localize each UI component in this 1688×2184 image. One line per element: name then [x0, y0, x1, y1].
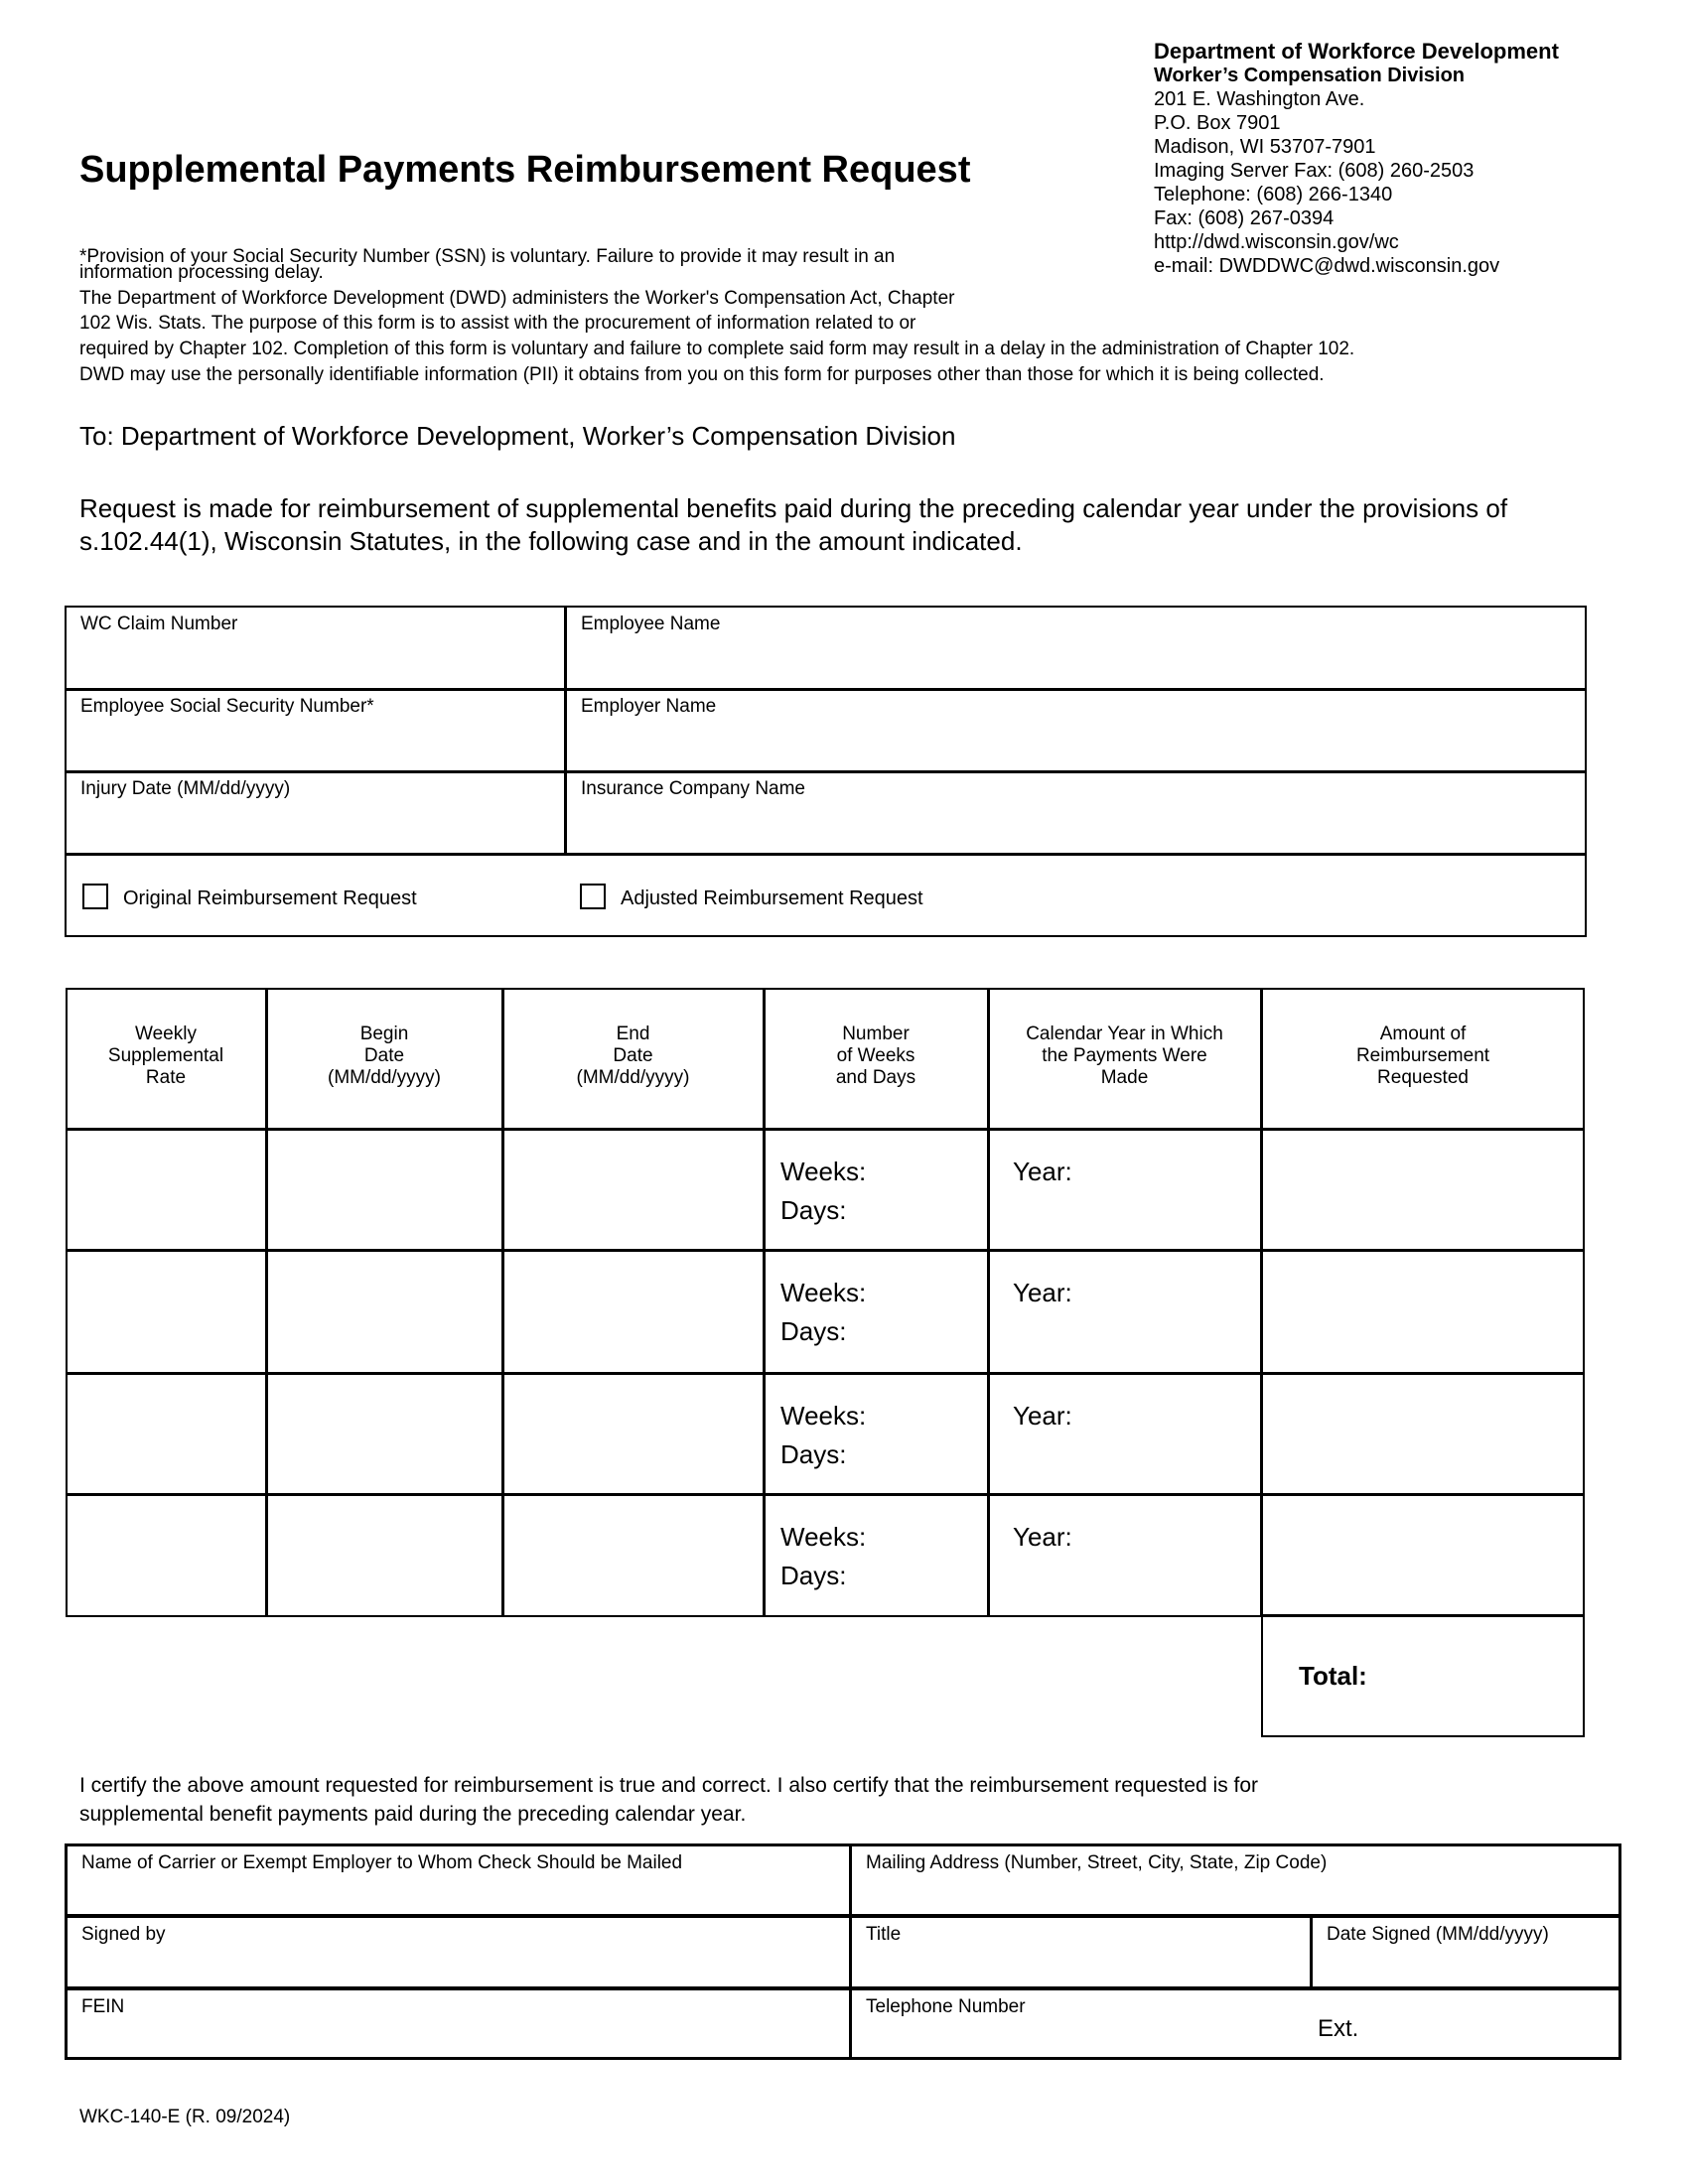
agency-line: 201 E. Washington Ave. — [1154, 88, 1365, 110]
original-request-label: Original Reimbursement Request — [123, 887, 417, 909]
end-date-cell[interactable] — [504, 1375, 762, 1492]
header-line: Reimbursement — [1355, 1045, 1490, 1066]
notice-line: *Provision of your Social Security Number (SSN) is voluntary. Failure to provide it may result in an — [79, 246, 896, 267]
agency-address-block — [1154, 40, 1559, 278]
weeks-label: Weeks: — [780, 1401, 867, 1431]
header-line: End — [616, 1024, 650, 1044]
form-title: Supplemental Payments Reimbursement Request — [79, 149, 971, 191]
days-label: Days: — [780, 1316, 847, 1346]
request-statement — [79, 492, 1507, 558]
end-date-cell[interactable] — [504, 1131, 762, 1248]
agency-division: Worker’s Compensation Division — [1154, 65, 1466, 86]
amount-requested-cell[interactable] — [1263, 1252, 1583, 1371]
header-line: the Payments Were — [1042, 1045, 1207, 1066]
field-label: Telephone Number — [866, 1996, 1026, 2017]
agency-website-link[interactable]: http://dwd.wisconsin.gov/wc — [1154, 231, 1399, 253]
request-line: Request is made for reimbursement of supplemental benefits paid during the preceding calendar year under the provisions of — [79, 493, 1508, 523]
certify-line: supplemental benefit payments paid during the preceding calendar year. — [79, 1803, 747, 1826]
fein-field[interactable] — [68, 1990, 848, 2058]
header-line: Number — [842, 1024, 910, 1044]
header-line: Requested — [1377, 1067, 1469, 1088]
insurance-company-field[interactable] — [567, 772, 1585, 853]
column-header-weeks-days — [764, 1024, 988, 1089]
column-header-end-date — [502, 1024, 764, 1089]
begin-date-cell[interactable] — [268, 1252, 500, 1371]
total-label: Total: — [1299, 1661, 1367, 1691]
field-label: Mailing Address (Number, Street, City, State, Zip Code) — [866, 1852, 1328, 1873]
divider — [65, 1914, 1621, 1918]
telephone-field[interactable] — [852, 1990, 1309, 2058]
agency-line: Imaging Server Fax: (608) 260-2503 — [1154, 160, 1475, 182]
field-label: Date Signed (MM/dd/yyyy) — [1327, 1924, 1549, 1945]
amount-requested-cell[interactable] — [1263, 1496, 1583, 1613]
header-line: Made — [1100, 1067, 1149, 1088]
divider — [65, 853, 1587, 856]
employee-name-field[interactable] — [567, 608, 1585, 688]
header-line: Weekly — [135, 1024, 197, 1044]
divider — [65, 1986, 1621, 1990]
field-label: Employer Name — [581, 696, 717, 717]
signer-title-field[interactable] — [852, 1918, 1309, 1986]
extension-field[interactable] — [1318, 2015, 1616, 2055]
carrier-name-field[interactable] — [68, 1846, 848, 1914]
notice-line: required by Chapter 102. Completion of this form is voluntary and failure to complete said form may result in a delay in the administration of Chapter 102. — [79, 339, 1355, 359]
end-date-cell[interactable] — [504, 1252, 762, 1371]
header-line: (MM/dd/yyyy) — [576, 1067, 690, 1088]
weekly-rate-cell[interactable] — [68, 1131, 264, 1248]
begin-date-cell[interactable] — [268, 1375, 500, 1492]
field-label: Injury Date (MM/dd/yyyy) — [80, 778, 291, 799]
weeks-days-labels — [780, 1397, 866, 1474]
field-label: FEIN — [81, 1996, 125, 2017]
field-label: Signed by — [81, 1924, 166, 1945]
weekly-rate-cell[interactable] — [68, 1496, 264, 1613]
year-label: Year: — [1013, 1522, 1072, 1552]
header-line: Calendar Year in Which — [1026, 1024, 1223, 1044]
begin-date-cell[interactable] — [268, 1496, 500, 1613]
weeks-label: Weeks: — [780, 1278, 867, 1307]
year-label: Year: — [1013, 1157, 1072, 1186]
days-label: Days: — [780, 1195, 847, 1225]
original-request-checkbox[interactable] — [82, 884, 108, 909]
adjusted-request-checkbox[interactable] — [580, 884, 606, 909]
field-label: Employee Name — [581, 614, 721, 634]
year-label: Year: — [1013, 1401, 1072, 1431]
notice-line: information processing delay. — [79, 262, 324, 283]
days-label: Days: — [780, 1439, 847, 1469]
agency-line: Fax: (608) 267-0394 — [1154, 207, 1335, 229]
notice-line: The Department of Workforce Development (DWD) administers the Worker's Compensation Act, Chapter — [79, 288, 955, 309]
year-label: Year: — [1013, 1278, 1072, 1307]
end-date-cell[interactable] — [504, 1496, 762, 1613]
field-label: Name of Carrier or Exempt Employer to Whom Check Should be Mailed — [81, 1852, 683, 1873]
notice-line: DWD may use the personally identifiable information (PII) it obtains from you on this form for purposes other than those for which it is being collected. — [79, 364, 1325, 385]
signed-by-field[interactable] — [68, 1918, 848, 1986]
certify-line: I certify the above amount requested for reimbursement is true and correct. I also certify that the reimbursement requested is for — [79, 1774, 1259, 1797]
weekly-rate-cell[interactable] — [68, 1375, 264, 1492]
mailing-address-field[interactable] — [852, 1846, 1618, 1914]
field-label: WC Claim Number — [80, 614, 238, 634]
notice-line: 102 Wis. Stats. The purpose of this form is to assist with the procurement of information related to or — [79, 313, 916, 334]
agency-email-link[interactable]: e-mail: DWDDWC@dwd.wisconsin.gov — [1154, 255, 1500, 277]
wc-claim-number-field[interactable] — [67, 608, 563, 688]
column-header-weekly-rate — [66, 1024, 266, 1089]
request-line: s.102.44(1), Wisconsin Statutes, in the following case and in the amount indicated. — [79, 526, 1023, 556]
injury-date-field[interactable] — [67, 772, 563, 853]
column-header-amount-requested — [1261, 1024, 1585, 1089]
agency-name: Department of Workforce Development — [1154, 39, 1559, 64]
weeks-days-labels — [780, 1153, 866, 1230]
agency-line: Madison, WI 53707-7901 — [1154, 136, 1376, 158]
header-line: (MM/dd/yyyy) — [328, 1067, 441, 1088]
amount-requested-cell[interactable] — [1263, 1375, 1583, 1492]
weeks-label: Weeks: — [780, 1522, 867, 1552]
column-header-calendar-year — [988, 1024, 1261, 1089]
header-line: and Days — [835, 1067, 916, 1088]
field-label: Insurance Company Name — [581, 778, 805, 799]
agency-line: Telephone: (608) 266-1340 — [1154, 184, 1393, 205]
header-line: Amount of — [1379, 1024, 1467, 1044]
amount-requested-cell[interactable] — [1263, 1131, 1583, 1248]
header-line: Supplemental — [107, 1045, 224, 1066]
header-line: Begin — [359, 1024, 409, 1044]
begin-date-cell[interactable] — [268, 1131, 500, 1248]
header-line: Rate — [145, 1067, 187, 1088]
certification-statement — [79, 1771, 1258, 1829]
field-label: Employee Social Security Number* — [80, 696, 374, 717]
weekly-rate-cell[interactable] — [68, 1252, 264, 1371]
header-line: of Weeks — [836, 1045, 915, 1066]
employee-ssn-field[interactable] — [67, 690, 563, 770]
addressee-line: To: Department of Workforce Development, Worker’s Compensation Division — [79, 421, 956, 451]
adjusted-request-label: Adjusted Reimbursement Request — [621, 887, 923, 909]
field-label: Ext. — [1318, 2015, 1359, 2042]
agency-line: P.O. Box 7901 — [1154, 112, 1281, 134]
date-signed-field[interactable] — [1313, 1918, 1618, 1986]
weeks-label: Weeks: — [780, 1157, 867, 1186]
field-label: Title — [866, 1924, 902, 1945]
weeks-days-labels — [780, 1274, 866, 1351]
employer-name-field[interactable] — [567, 690, 1585, 770]
column-header-begin-date — [266, 1024, 502, 1089]
form-number: WKC-140-E (R. 09/2024) — [79, 2107, 291, 2127]
header-line: Date — [613, 1045, 653, 1066]
days-label: Days: — [780, 1561, 847, 1590]
header-line: Date — [363, 1045, 405, 1066]
weeks-days-labels — [780, 1518, 866, 1595]
